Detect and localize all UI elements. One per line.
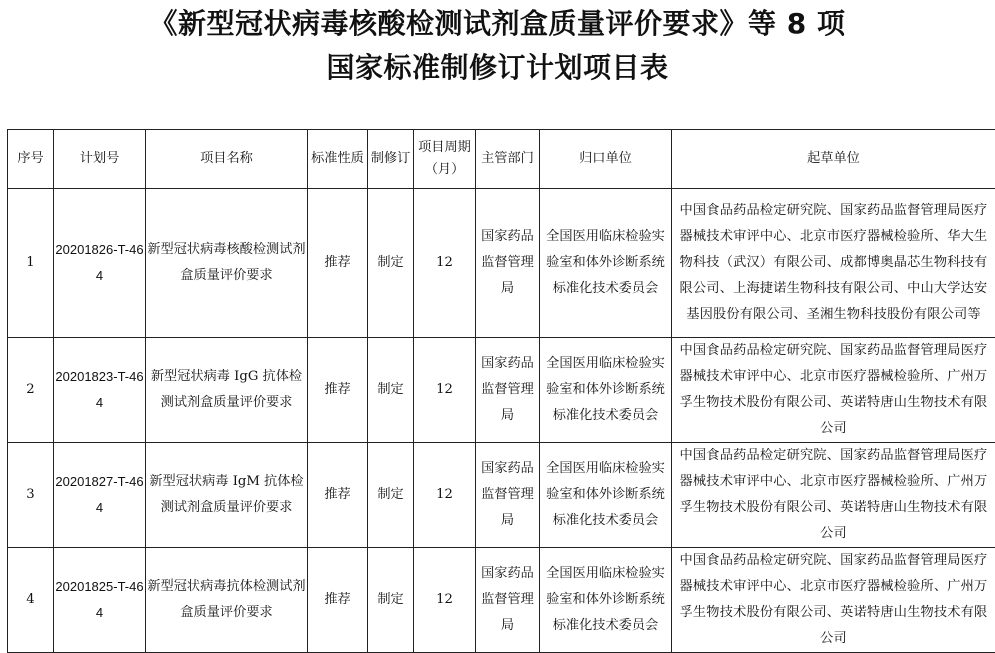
cell-period: 12 bbox=[414, 548, 476, 653]
header-period-line2: （月） bbox=[415, 159, 474, 181]
cell-dept: 国家药品监督管理局 bbox=[476, 548, 540, 653]
cell-revise: 制定 bbox=[368, 443, 414, 548]
cell-nature: 推荐 bbox=[308, 189, 368, 338]
table-row bbox=[8, 548, 995, 653]
cell-drafters: 中国食品药品检定研究院、国家药品监督管理局医疗器械技术审评中心、北京市医疗器械检验所、广州万孚生物技术股份有限公司、英诺特唐山生物技术有限公司 bbox=[672, 443, 995, 548]
cell-drafters: 中国食品药品检定研究院、国家药品监督管理局医疗器械技术审评中心、北京市医疗器械检验所、华大生物科技（武汉）有限公司、成都博奥晶芯生物科技有限公司、上海捷诺生物科技有限公司、中山大学达安基因股份有限公司、圣湘生物科技股份有限公司等 bbox=[672, 189, 995, 338]
cell-name: 新型冠状病毒抗体检测试剂盒质量评价要求 bbox=[146, 548, 308, 653]
cell-seq: 2 bbox=[8, 338, 54, 443]
cell-dept: 国家药品监督管理局 bbox=[476, 189, 540, 338]
header-unit: 归口单位 bbox=[540, 130, 672, 189]
header-drafters: 起草单位 bbox=[672, 130, 995, 189]
cell-period: 12 bbox=[414, 443, 476, 548]
cell-dept: 国家药品监督管理局 bbox=[476, 443, 540, 548]
cell-plan-no: 20201823-T-464 bbox=[54, 338, 146, 443]
cell-drafters: 中国食品药品检定研究院、国家药品监督管理局医疗器械技术审评中心、北京市医疗器械检验所、广州万孚生物技术股份有限公司、英诺特唐山生物技术有限公司 bbox=[672, 338, 995, 443]
cell-unit: 全国医用临床检验实验室和体外诊断系统标准化技术委员会 bbox=[540, 189, 672, 338]
header-seq: 序号 bbox=[8, 130, 54, 189]
table-row bbox=[8, 338, 995, 443]
header-revise: 制修订 bbox=[368, 130, 414, 189]
cell-dept: 国家药品监督管理局 bbox=[476, 338, 540, 443]
header-name: 项目名称 bbox=[146, 130, 308, 189]
cell-period: 12 bbox=[414, 189, 476, 338]
cell-seq: 3 bbox=[8, 443, 54, 548]
document-title bbox=[0, 0, 995, 90]
cell-period: 12 bbox=[414, 338, 476, 443]
header-period bbox=[414, 130, 476, 189]
cell-name: 新型冠状病毒 IgM 抗体检测试剂盒质量评价要求 bbox=[146, 443, 308, 548]
header-plan-no: 计划号 bbox=[54, 130, 146, 189]
cell-plan-no: 20201825-T-464 bbox=[54, 548, 146, 653]
title-line-1: 《新型冠状病毒核酸检测试剂盒质量评价要求》等 8 项 bbox=[0, 2, 995, 46]
cell-revise: 制定 bbox=[368, 189, 414, 338]
table-header-row bbox=[8, 130, 995, 189]
title-line-2: 国家标准制修订计划项目表 bbox=[0, 46, 995, 90]
cell-nature: 推荐 bbox=[308, 338, 368, 443]
cell-unit: 全国医用临床检验实验室和体外诊断系统标准化技术委员会 bbox=[540, 548, 672, 653]
header-dept: 主管部门 bbox=[476, 130, 540, 189]
cell-unit: 全国医用临床检验实验室和体外诊断系统标准化技术委员会 bbox=[540, 443, 672, 548]
table-row bbox=[8, 189, 995, 338]
header-nature: 标准性质 bbox=[308, 130, 368, 189]
cell-name: 新型冠状病毒核酸检测试剂盒质量评价要求 bbox=[146, 189, 308, 338]
cell-plan-no: 20201826-T-464 bbox=[54, 189, 146, 338]
cell-plan-no: 20201827-T-464 bbox=[54, 443, 146, 548]
cell-drafters: 中国食品药品检定研究院、国家药品监督管理局医疗器械技术审评中心、北京市医疗器械检验所、广州万孚生物技术股份有限公司、英诺特唐山生物技术有限公司 bbox=[672, 548, 995, 653]
cell-seq: 1 bbox=[8, 189, 54, 338]
cell-name: 新型冠状病毒 IgG 抗体检测试剂盒质量评价要求 bbox=[146, 338, 308, 443]
plan-table bbox=[7, 129, 995, 653]
cell-revise: 制定 bbox=[368, 338, 414, 443]
cell-revise: 制定 bbox=[368, 548, 414, 653]
cell-unit: 全国医用临床检验实验室和体外诊断系统标准化技术委员会 bbox=[540, 338, 672, 443]
cell-seq: 4 bbox=[8, 548, 54, 653]
header-period-line1: 项目周期 bbox=[415, 137, 474, 159]
table-row bbox=[8, 443, 995, 548]
cell-nature: 推荐 bbox=[308, 548, 368, 653]
cell-nature: 推荐 bbox=[308, 443, 368, 548]
